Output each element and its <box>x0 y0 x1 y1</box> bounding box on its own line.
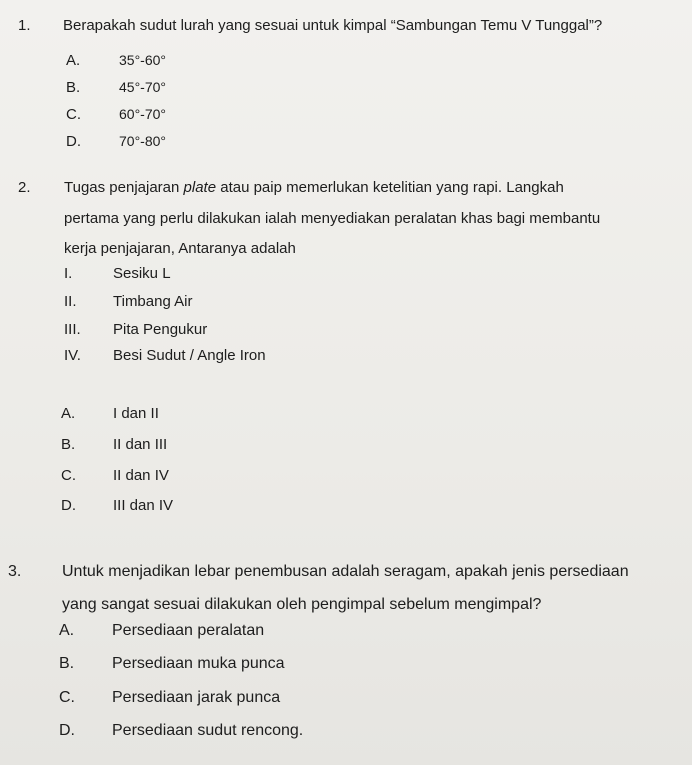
statement-label: IV. <box>64 347 81 364</box>
statement-text: Sesiku L <box>113 265 171 282</box>
option-text: II dan IV <box>113 467 169 484</box>
statement-text: Timbang Air <box>113 293 193 310</box>
option-text: II dan III <box>113 436 168 453</box>
statement-label: III. <box>64 321 81 338</box>
question-text-italic: plate <box>183 179 217 196</box>
option-label: A. <box>61 405 76 422</box>
statement-label: I. <box>64 265 73 282</box>
option-label: A. <box>66 52 81 69</box>
question-text-line-2: pertama yang perlu dilakukan ialah menyediakan peralatan khas bagi membantu <box>64 210 601 227</box>
option-text: 60°-70° <box>119 106 167 122</box>
question-text-line-1 <box>64 179 564 196</box>
statement-label: II. <box>64 293 77 310</box>
question-text-part: Tugas penjajaran <box>64 179 184 196</box>
statement-text: Besi Sudut / Angle Iron <box>113 347 266 364</box>
option-label: A. <box>59 622 75 639</box>
option-text: I dan II <box>113 405 159 422</box>
question-text-line-2: yang sangat sesuai dilakukan oleh pengimpal sebelum mengimpal? <box>62 596 542 613</box>
option-label: B. <box>66 79 81 96</box>
question-text: Berapakah sudut lurah yang sesuai untuk kimpal “Sambungan Temu V Tunggal”? <box>63 17 603 34</box>
option-text: Persediaan muka punca <box>112 655 285 672</box>
question-number: 2. <box>18 179 31 196</box>
statement-text: Pita Pengukur <box>113 321 208 338</box>
option-label: C. <box>66 106 81 123</box>
option-label: B. <box>59 655 75 672</box>
option-text: 70°-80° <box>119 133 167 149</box>
option-label: B. <box>61 436 76 453</box>
option-text: Persediaan sudut rencong. <box>112 722 304 739</box>
question-number: 3. <box>8 563 22 580</box>
question-text-line-1: Untuk menjadikan lebar penembusan adalah seragam, apakah jenis persediaan <box>62 563 629 580</box>
question-number: 1. <box>18 17 31 34</box>
option-text: 45°-70° <box>119 79 167 95</box>
option-text: III dan IV <box>113 497 174 514</box>
option-label: D. <box>61 497 76 514</box>
question-text-line-3: kerja penjajaran, Antaranya adalah <box>64 240 296 257</box>
option-label: D. <box>66 133 81 150</box>
question-text-part: atau paip memerlukan ketelitian yang rapi. Langkah <box>216 179 564 196</box>
option-text: Persediaan peralatan <box>112 622 265 639</box>
option-label: C. <box>59 689 75 706</box>
option-label: D. <box>59 722 75 739</box>
option-label: C. <box>61 467 76 484</box>
option-text: Persediaan jarak punca <box>112 689 281 706</box>
option-text: 35°-60° <box>119 52 167 68</box>
